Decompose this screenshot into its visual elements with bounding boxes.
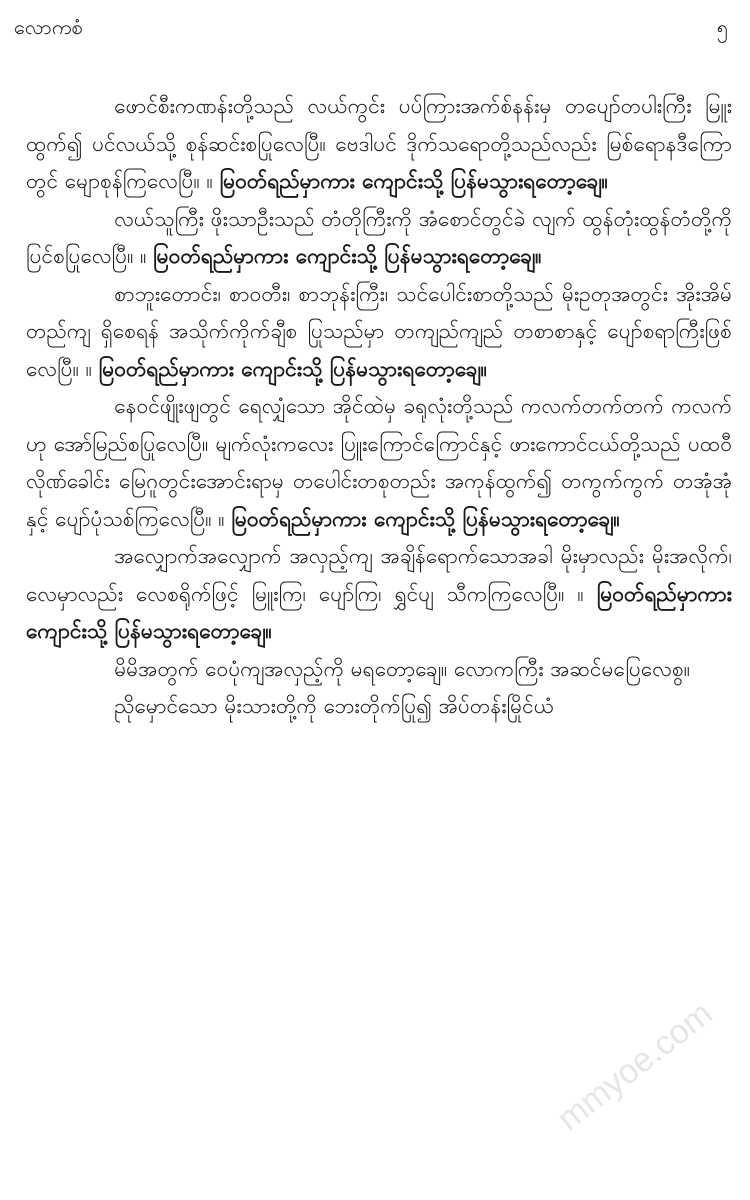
body-text — [26, 88, 732, 726]
paragraph — [26, 538, 732, 651]
paragraph-text: မိမိအတွက် ဝေပုံကျအလှည့်ကို မရတော့ချေ။ လောကကြီး အဆင်မပြေလေစွ။ — [114, 656, 691, 681]
paragraph-text: နေဝင်ဖျိုးဖျတွင် ရေလျှံသော အိုင်ထဲမှ ခရုလုံးတို့သည် ကလက်တက်တက် ကလက်ဟု အော်မြည်စပြုလေပြီ။ မျက်လုံးကလေး ပြူးကြောင်ကြောင်နှင့် ဖားကောင်ငယ်တို့သည် ပထဝီလိုဏ်ခေါင်း မြေဂူတွင်းအောင်းရာမှ တပေါင်းတစုတည်း အကုန်ထွက်၍ တကွက်ကွက် တအုံအုံနှင့် ပျော်ပုံသစ်ကြလေပြီ။ ။ — [26, 394, 732, 531]
page-number: ၅ — [716, 15, 728, 39]
paragraph — [26, 688, 732, 726]
paragraph-text: အလျှောက်အလျှောက် အလှည့်ကျ အချိန်ရောက်သောအခါ မိုးမှာလည်း မိုးအလိုက်၊ လေမှာလည်း လေစရိုက်ဖြင့် မြူးကြ၊ ပျော်ကြ၊ ရွှင်ပျ သီကကြလေပြီ။ ။ — [26, 544, 732, 606]
paragraph — [26, 201, 732, 276]
refrain-text: မြဝတ်ရည်မှာကား ကျောင်းသို့ ပြန်မသွားရတော့ချေ။ — [98, 356, 488, 381]
paragraph-text: ဖောင်စီးကဏန်းတို့သည် လယ်ကွင်း ပပ်ကြားအက်စ်နန်းမှ တပျော်တပါးကြီး မြူးထွက်၍ ပင်လယ်သို့ စုန်ဆင်းစပြုလေပြီ။ ဗေဒါပင် ဒိုက်သရောတို့သည်လည်း မြစ်ရောနဒီကြောတွင် မျောစုန်ကြလေပြီ။ ။ — [26, 94, 732, 193]
paragraph — [26, 276, 732, 389]
site-watermark: mmyoe.com — [550, 994, 720, 1139]
refrain-text: မြဝတ်ရည်မှာကား ကျောင်းသို့ ပြန်မသွားရတော့ချေ။ — [219, 169, 608, 193]
running-head: လောကစံ — [14, 15, 83, 39]
paragraph — [26, 651, 732, 689]
page-header — [14, 10, 728, 50]
paragraph — [26, 88, 732, 201]
refrain-text: မြဝတ်ရည်မှာကား ကျောင်းသို့ ပြန်မသွားရတော့ချေ။ — [26, 581, 732, 643]
refrain-text: မြဝတ်ရည်မှာကား ကျောင်းသို့ ပြန်မသွားရတော့ချေ။ — [153, 244, 542, 268]
paragraph — [26, 388, 732, 538]
refrain-text: မြဝတ်ရည်မှာကား ကျောင်းသို့ ပြန်မသွားရတော့ချေ။ — [231, 506, 620, 531]
paragraph-text: ညိုမှောင်သော မိုးသားတို့ကို ဘေးတိုက်ပြု၍ အိပ်တန်းမြိုင်ယံ — [114, 694, 555, 718]
paragraph-text: လယ်သူကြီး ဖိုးသာဦးသည် တံတိုကြီးကို အံစောင်တွင်ခဲ လျက် ထွန်တုံးထွန်တံတို့ကို ပြင်စပြုလေပြီ။ ။ — [26, 206, 732, 268]
paragraph-text: စာဘူးတောင်း၊ စာဝတီး၊ စာဘုန်းကြီး၊ သင်ပေါင်းစာတို့သည် မိုးဥတုအတွင်း အိုးအိမ်တည်ကျ ရှိစေရန် အသိုက်ကိုက်ချီစ ပြုသည်မှာ တကျည်ကျည် တစာစာနှင့် ပျော်စရာကြီးဖြစ်လေပြီ။ ။ — [26, 281, 732, 381]
